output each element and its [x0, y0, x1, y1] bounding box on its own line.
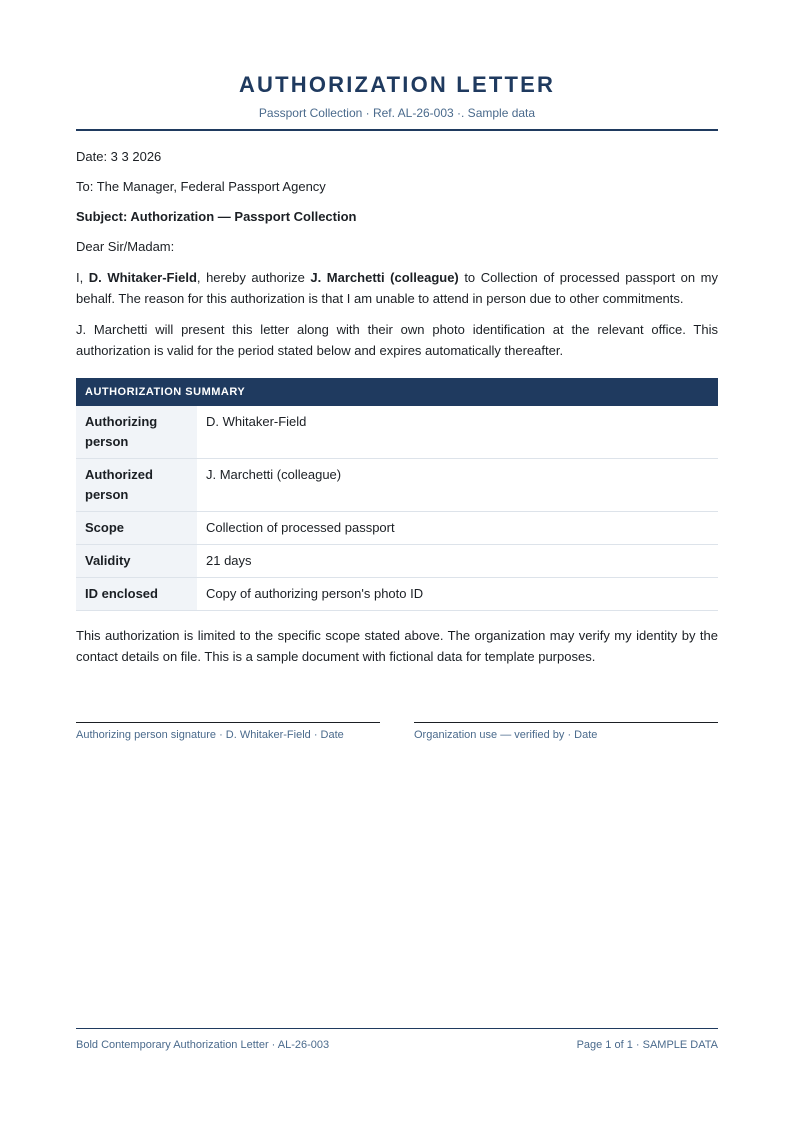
authorized-name: J. Marchetti (colleague) [310, 270, 459, 285]
header-divider [76, 129, 718, 131]
letter-subject: Subject: Authorization — Passport Collection [76, 209, 357, 224]
row-value: D. Whitaker-Field [206, 414, 307, 429]
signature-label: Organization use — verified by · Date [414, 729, 598, 741]
footer-divider [76, 1028, 718, 1029]
table-row [76, 578, 718, 611]
paragraph-identification: J. Marchetti will present this letter along with their own photo identification at the relevant office. This authorization is valid for the period stated below and expires automatically thereafter. [76, 322, 718, 358]
para1-text-3: to Collection of processed passport on my behalf. The reason for this authorization is that I am unable to attend in person due to other commitments. [76, 270, 719, 306]
row-label: ID enclosed [76, 578, 197, 610]
document-title: AUTHORIZATION LETTER [238, 72, 556, 97]
table-row [76, 512, 718, 545]
row-label: Validity [76, 545, 197, 577]
authorizer-name: D. Whitaker-Field [88, 270, 197, 285]
table-row [76, 459, 718, 512]
document-subtitle: Passport Collection · Ref. AL-26-003 ·. Sample data [258, 106, 536, 120]
paragraph-authorization [76, 267, 718, 309]
row-label: Authorizing person [76, 406, 197, 458]
letter-date: Date: 3 3 2026 [76, 149, 162, 164]
footer-page-number: Page 1 of 1 · SAMPLE DATA [576, 1039, 718, 1051]
table-row [76, 545, 718, 578]
paragraph-closing: This authorization is limited to the specific scope stated above. The organization may verify my identity by the contact details on file. This is a sample document with fictional data for template purposes. [76, 628, 718, 664]
authorization-summary-table [76, 378, 718, 611]
row-value: J. Marchetti (colleague) [206, 467, 342, 482]
footer-document-name: Bold Contemporary Authorization Letter · AL-26-003 [76, 1039, 330, 1051]
signature-line [76, 722, 380, 723]
row-value: Collection of processed passport [206, 520, 395, 535]
para1-text-1: I, [76, 270, 89, 285]
letter-recipient: To: The Manager, Federal Passport Agency [76, 179, 326, 194]
letter-salutation: Dear Sir/Madam: [76, 239, 175, 254]
row-value: Copy of authorizing person's photo ID [206, 586, 424, 601]
letter-page [76, 0, 718, 741]
row-value: 21 days [206, 553, 252, 568]
row-label: Scope [76, 512, 197, 544]
signature-authorizer [76, 722, 380, 741]
table-row [76, 406, 718, 459]
page-footer [76, 1028, 718, 1051]
footer-row [76, 1039, 718, 1051]
signature-label: Authorizing person signature · D. Whitaker-Field · Date [76, 729, 344, 741]
signature-block [76, 722, 718, 741]
para1-text-2: , hereby authorize [196, 270, 311, 285]
summary-table-heading: AUTHORIZATION SUMMARY [76, 378, 718, 406]
signature-line [414, 722, 718, 723]
row-label: Authorized person [76, 459, 197, 511]
signature-organization [414, 722, 718, 741]
